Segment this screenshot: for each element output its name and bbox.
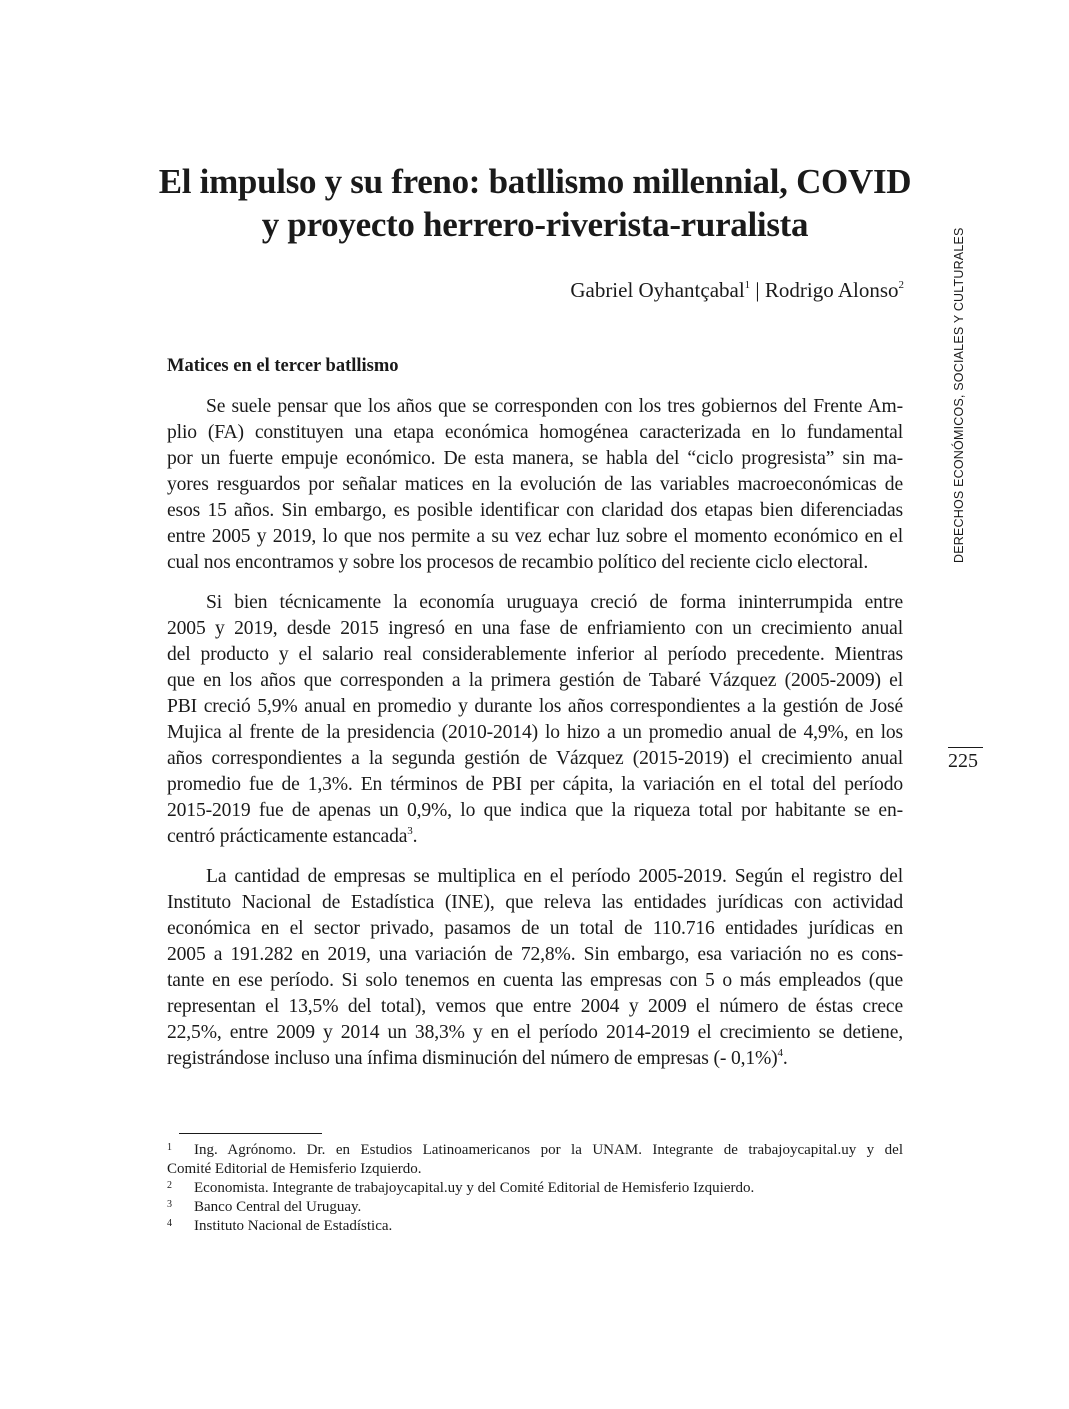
- text-line: Se suele pensar que los años que se corresponden con los tres gobiernos del Frente Am-: [206, 396, 903, 417]
- author-name-2: Rodrigo Alonso: [764, 278, 899, 302]
- footnote-ref-1[interactable]: 1: [744, 279, 751, 291]
- footnote-ref-3[interactable]: 3: [407, 825, 413, 837]
- footnote-number: 4: [167, 1218, 172, 1229]
- text-line: 2005 a 191.282 en 2019, una variación de 72,8%. Sin embargo, esa variación no es cons-: [167, 944, 903, 965]
- text-line: plio (FA) constituyen una etapa económica homogénea caracterizada en lo fundamental: [167, 422, 903, 443]
- text-line: 2005 y 2019, desde 2015 ingresó en una fase de enfriamiento con un crecimiento anual: [167, 618, 903, 639]
- text-line: años correspondientes a la segunda gestión de Vázquez (2015-2019) el crecimiento anual: [167, 748, 903, 769]
- text-line: entre 2005 y 2019, lo que nos permite a su vez echar luz sobre el momento económico en el: [167, 526, 903, 547]
- section-heading: Matices en el tercer batllismo: [167, 356, 399, 376]
- text-line: por un fuerte empuje económico. De esta manera, se habla del “ciclo progresista” sin ma-: [167, 448, 903, 469]
- text-line: que en los años que corresponden a la primera gestión de Tabaré Vázquez (2005-2009) el: [167, 670, 903, 691]
- footnotes: [167, 1141, 903, 1236]
- title-line-2: y proyecto herrero-riverista-ruralista: [261, 205, 809, 244]
- text-line: Mujica al frente de la presidencia (2010-2014) lo hizo a un promedio anual de 4,9%, en los: [167, 722, 903, 743]
- text-line-content: registrándose incluso una ínfima disminución del número de empresas (- 0,1%): [167, 1048, 778, 1069]
- footnote-separator: [179, 1133, 322, 1134]
- footnote-number: 2: [167, 1180, 172, 1191]
- footnote-3: [167, 1198, 903, 1217]
- text-line: del producto y el salario real considerablemente inferior al período precedente. Mientras: [167, 644, 903, 665]
- sentence-end: .: [782, 1048, 788, 1069]
- title-line-1: El impulso y su freno: batllismo millennial, COVID: [158, 162, 912, 201]
- author-line: [570, 278, 904, 303]
- footnote-text: Instituto Nacional de Estadística.: [194, 1218, 393, 1234]
- footnote-number: 1: [167, 1142, 172, 1153]
- text-line: económica en el sector privado, pasamos de un total de 110.716 entidades jurídicas en: [167, 918, 903, 939]
- author-separator: |: [750, 278, 765, 302]
- footnote-1: [167, 1141, 903, 1179]
- text-line: 22,5%, entre 2009 y 2014 un 38,3% y en el período 2014-2019 el crecimiento se detiene,: [167, 1022, 903, 1043]
- text-line: yores resguardos por señalar matices en la evolución de las variables macroeconómicas de: [167, 474, 903, 495]
- footnote-text: Banco Central del Uruguay.: [194, 1199, 362, 1215]
- footnote-text: Ing. Agrónomo. Dr. en Estudios Latinoamericanos por la UNAM. Integrante de trabajoycapital.uy y del: [194, 1142, 903, 1158]
- text-line: promedio fue de 1,3%. En términos de PBI per cápita, la variación en el total del período: [167, 774, 903, 795]
- text-line-content: centró prácticamente estancada: [167, 826, 408, 847]
- article-title: [150, 160, 920, 246]
- footnote-ref-4[interactable]: 4: [777, 1047, 783, 1059]
- text-line: tante en ese período. Si solo tenemos en cuenta las empresas con 5 o más empleados (que: [167, 970, 903, 991]
- page-number: 225: [948, 750, 978, 772]
- text-line: La cantidad de empresas se multiplica en el período 2005-2019. Según el registro del: [206, 866, 903, 887]
- running-section-label: DERECHOS ECONÓMICOS, SOCIALES Y CULTURALES: [952, 227, 966, 563]
- text-line: PBI creció 5,9% anual en promedio y durante los años correspondientes a la gestión de José: [167, 696, 903, 717]
- text-line: [167, 824, 903, 850]
- footnote-text: Economista. Integrante de trabajoycapital.uy y del Comité Editorial de Hemisferio Izquierdo.: [194, 1180, 755, 1196]
- paragraph-1: [167, 394, 903, 576]
- text-line: cual nos encontramos y sobre los procesos de recambio político del reciente ciclo electoral.: [167, 552, 869, 573]
- paragraph-3: [167, 864, 903, 1072]
- author-name-1: Gabriel Oyhantçabal: [570, 278, 745, 302]
- text-line: Si bien técnicamente la economía uruguaya creció de forma ininterrumpida entre: [206, 592, 903, 613]
- footnote-4: [167, 1217, 903, 1236]
- footnote-ref-2[interactable]: 2: [898, 279, 904, 291]
- footnote-2: [167, 1179, 903, 1198]
- footnote-text: Comité Editorial de Hemisferio Izquierdo.: [167, 1161, 422, 1177]
- text-line: representan el 13,5% del total), vemos que entre 2004 y 2009 el número de éstas crece: [167, 996, 903, 1017]
- paragraph-2: [167, 590, 903, 850]
- text-line: esos 15 años. Sin embargo, es posible identificar con claridad dos etapas bien diferenciadas: [167, 500, 903, 521]
- footnote-number: 3: [167, 1199, 172, 1210]
- text-line: 2015-2019 fue de apenas un 0,9%, lo que indica que la riqueza total por habitante se en-: [167, 800, 903, 821]
- sentence-end: .: [412, 826, 418, 847]
- text-line: Instituto Nacional de Estadística (INE), que releva las entidades jurídicas con actividad: [167, 892, 903, 913]
- page-number-rule: [948, 747, 983, 748]
- text-line: [167, 1046, 903, 1072]
